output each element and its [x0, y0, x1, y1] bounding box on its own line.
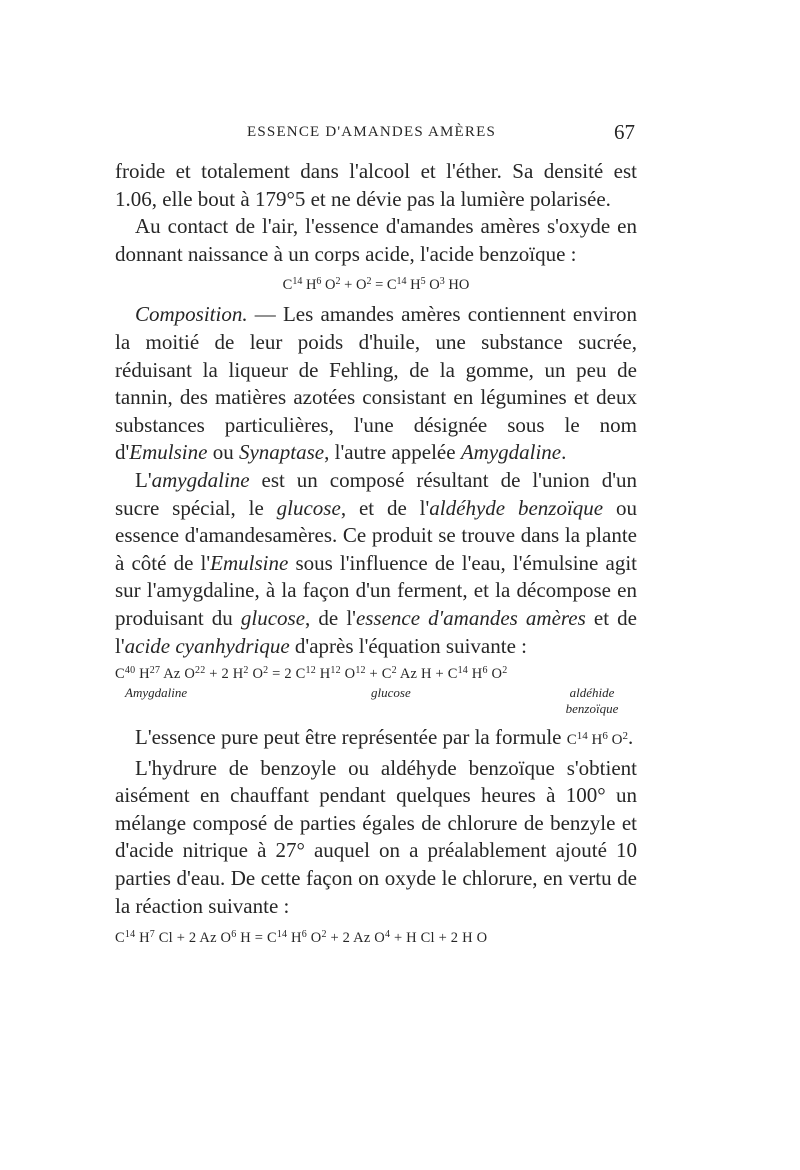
composition-heading: Composition.: [135, 302, 248, 327]
body-text: [115, 158, 637, 949]
running-head: ESSENCE D'AMANDES AMÈRES: [247, 124, 497, 140]
paragraph-2: Au contact de l'air, l'essence d'amandes amères s'oxyde en donnant naissance à un corps acide, l'acide benzoïque :: [115, 214, 637, 266]
page-number: 67: [614, 120, 635, 144]
paragraph-1: froide et totalement dans l'alcool et l'éther. Sa densité est 1.06, elle bout à 179°5 et ne dévie pas la lumière polarisée.: [115, 159, 637, 211]
paragraph-composition: Composition. — Les amandes amères contiennent environ la moitié de leur poids d'huile, une substance sucrée, réduisant la liqueur de Fehling, de la gomme, un peu de tannin, des matières azotées consistant en légumines et deux substances particulières, l'une désignée sous le nom d'Emulsine ou Synaptase, l'autre appelée Amygdaline.: [115, 302, 637, 465]
formula-oxidation: $C^{14}$ $H^6$ $O^2 + O^2 = C^{14}$ $H^5$ $O^3$ HO: [282, 276, 470, 294]
paragraph-formula: L'essence pure peut être représentée par la formule $C^{14}$ $H^6$ $O^2$.: [135, 725, 634, 750]
paragraph-amygdaline: L'amygdaline est un composé résultant de l'union d'un sucre spécial, le glucose, et de l'aldéhyde benzoïque ou essence d'amandesamères. Ce produit se trouve dans la plante à côté de l'Emulsine sous l'influence de l'eau, l'émulsine agit sur l'amygdaline, à la façon d'un ferment, et la décompose en produisant du glucose, de l'essence d'amandes amères et de l'acide cyanhydrique d'après l'équation suivante :: [115, 467, 637, 658]
paragraph-hydrure: L'hydrure de benzoyle ou aldéhyde benzoïque s'obtient aisément en chauffant pendant quelques heures à 100° un mélange composé de parties égales de chlorure de benzyle et d'acide nitrique à 27° auquel on a préalablement ajouté 10 parties d'eau. De cette façon on oxyde le chlorure, en vertu de la réaction suivante :: [115, 755, 637, 918]
formula-hydrolysis: $C^{40}$ $H^{27}$ Az $O^{22} + 2$ $H^2$ $O^2 = 2$ $C^{12}$ $H^{12}$ $O^{12} + C^2$ Az $H + C^{14}$ $H^6$ $O^2$: [115, 665, 508, 683]
page-header: [115, 120, 635, 146]
label-aldehide: aldéhide benzoïque: [565, 685, 619, 717]
label-amygdaline: Amygdaline: [125, 685, 188, 701]
label-glucose: glucose: [371, 685, 411, 701]
formula-oxidation-chlorure: $C^{14}$ $H^7$ Cl + 2 Az $O^6$ $H = C^{14}$ $H^6$ $O^2 + 2$ Az $O^4 + H$ Cl + 2 H O: [115, 929, 488, 947]
formula-labels: [115, 685, 637, 723]
